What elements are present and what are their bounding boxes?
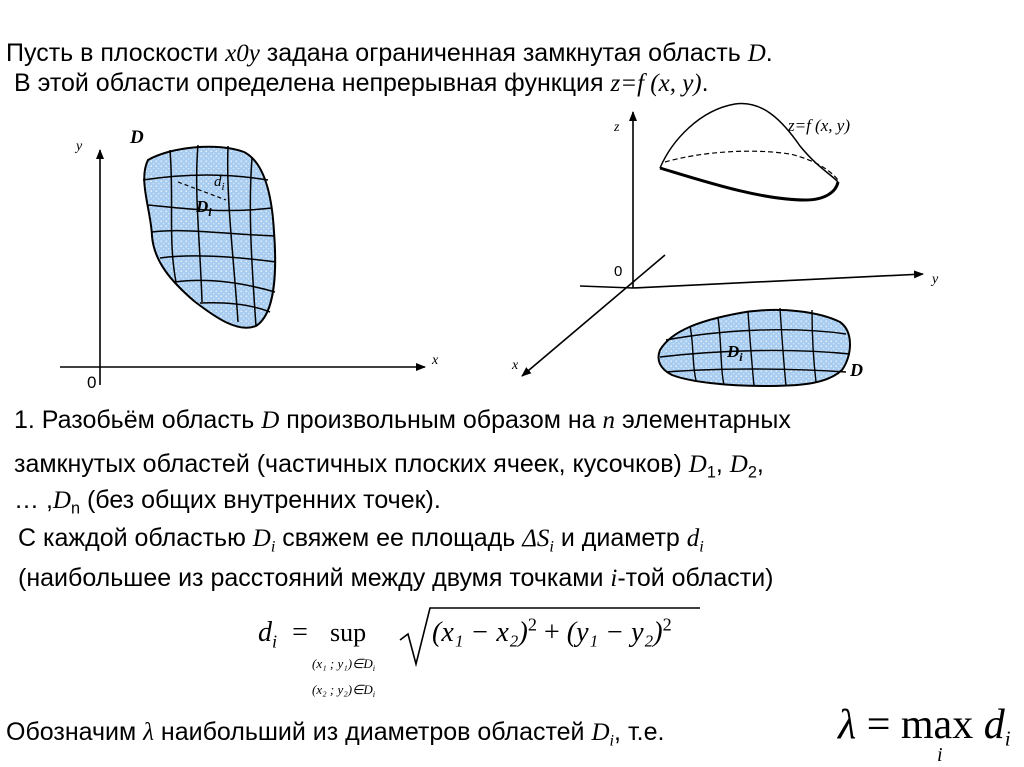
para1-line-3: … $,D_n$ (без общих внутренних точек). xyxy=(14,486,441,518)
left-diam-label: $d_i$ xyxy=(214,174,225,193)
left-x-label: x xyxy=(432,353,439,368)
right-z-label: z xyxy=(614,120,620,135)
left-y-label: y xyxy=(76,139,83,154)
intro-line-2: В этой области определена непрерывная функция z=f (x, y). xyxy=(14,69,709,97)
left-region-label: D xyxy=(130,127,144,148)
right-origin-label: 0 xyxy=(614,263,623,280)
formula-condition-2: (x₂ ; $y_2)\in D_i$ xyxy=(312,682,376,699)
formula-condition-1: (x₁ ; $y_1)\in D_i$ xyxy=(312,656,376,673)
right-cell-label: $D_i$ xyxy=(727,342,743,364)
para2-line-1: С каждой областью $D_i$ свяжем ее площадь $\Delta S_i$ и диаметр $d_i$ xyxy=(18,524,704,556)
right-region-label: D xyxy=(850,360,863,380)
left-cell-label: $D_i$ xyxy=(196,197,212,219)
right-y-label: y xyxy=(932,272,939,287)
footer-formula: $\lambda = \max d_i$ xyxy=(838,702,1011,751)
left-origin-label: 0 xyxy=(87,373,97,392)
footer-line: Обозначим λ наибольший из диаметров областей $D_i$, т.е. xyxy=(6,718,665,750)
footer-formula-index: i xyxy=(937,744,943,766)
para1-line-1: 1. Разобьём область D произвольным образом на n элементарных xyxy=(14,406,791,434)
right-x-label: x xyxy=(512,358,519,373)
surface-label: z=f (x, y) xyxy=(788,116,850,135)
formula-radicand: $(x_1 - x_2)^2 + (y_1 - y_2)^2$ xyxy=(432,614,672,648)
formula-operator: sup xyxy=(330,618,367,647)
para1-line-2: замкнутых областей (частичных плоских ячеек, кусочков) $D_1$, $D_2$, xyxy=(14,450,764,482)
intro-line-1: Пусть в плоскости x0y задана ограниченная замкнутая область D. xyxy=(6,39,773,67)
formula-lhs: $d_i$ = xyxy=(258,617,308,652)
para2-line-2: (наибольшее из расстояний между двумя точками i-той области) xyxy=(18,564,774,592)
